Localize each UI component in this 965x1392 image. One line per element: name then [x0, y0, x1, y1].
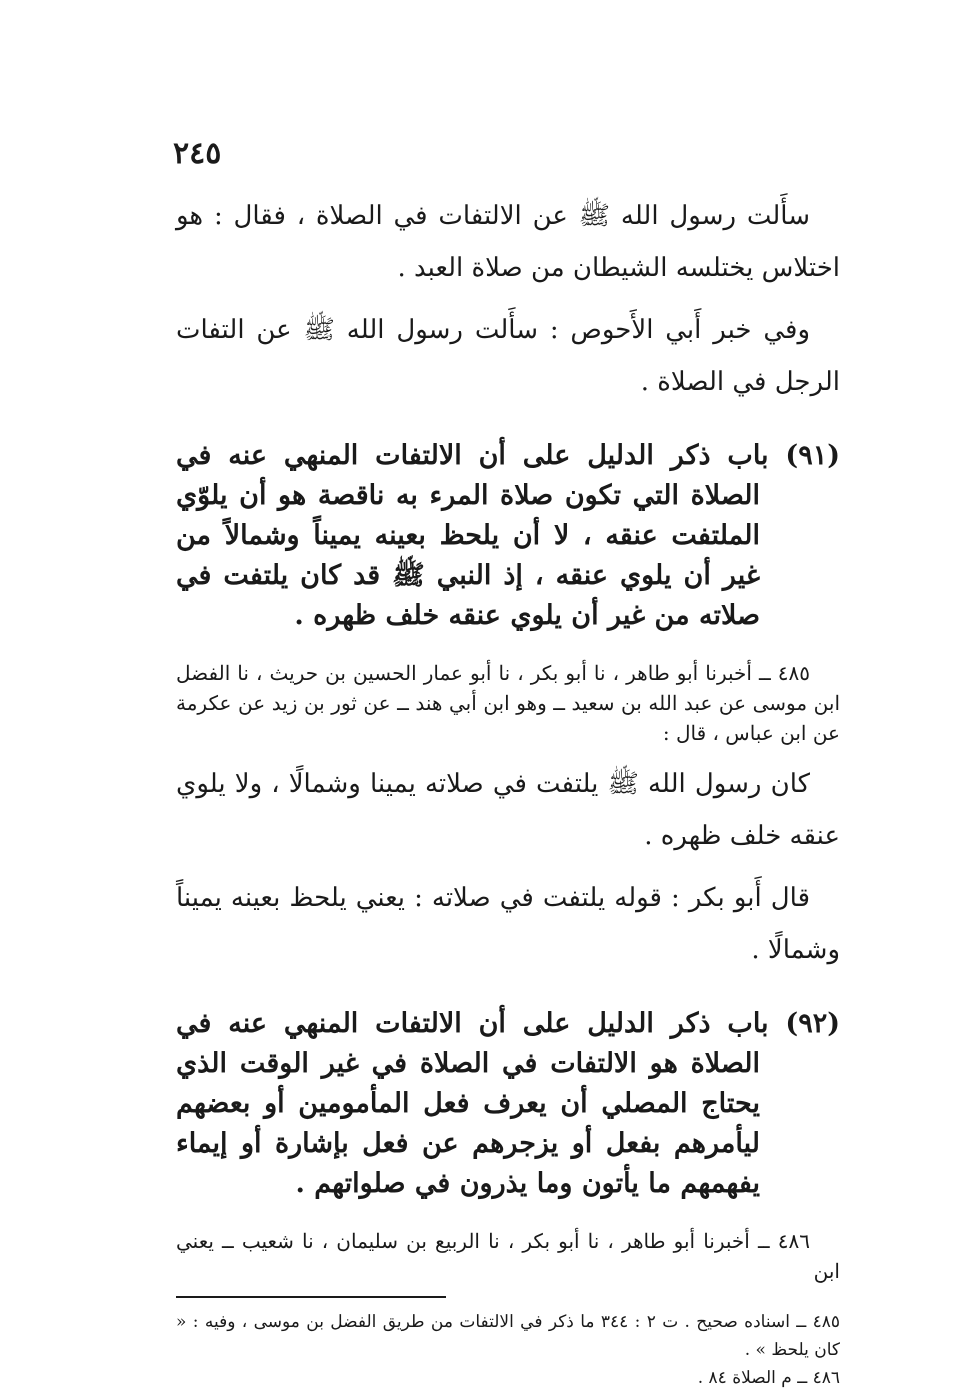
spacer — [176, 418, 840, 436]
body-paragraph-2: وفي خبر أَبي الأَحوص : سأَلت رسول الله ﷺ عن التفات الرجل في الصلاة . — [176, 315, 840, 397]
hadith-chain-486: ٤٨٦ ــ أخبرنا أبو طاهر ، نا أبو بكر ، نا الربيع بن سليمان ، نا شعيب ــ يعني ابن — [176, 1229, 840, 1283]
body-paragraph-1: سأَلت رسول الله ﷺ عن الالتفات في الصلاة ، فقال : هو اختلاس يختلسه الشيطان من صلاة العبد . — [176, 201, 840, 283]
spacer — [176, 986, 840, 1004]
page-body — [176, 190, 840, 1392]
footnote-divider — [176, 1296, 446, 1298]
page-number: ٢٤٥ — [173, 136, 222, 171]
body-paragraph-4: قال أَبو بكر : قوله يلتفت في صلاته : يعني يلحظ بعينه يميناً وشمالًا . — [176, 883, 840, 965]
footnote-486: ٤٨٦ ــ م الصلاة ٨٤ . — [697, 1368, 840, 1388]
chapter-heading-91: (٩١) باب ذكر الدليل على أن الالتفات المنهي عنه في الصلاة التي تكون صلاة المرء به ناقصة هو أن يلوّي الملتفت عنقه ، لا أن يلحظ بعينه يميناً وشمالاً من غير أن يلوي عنقه ، إذ النبي ﷺ قد كان يلتفت في صلاته من غير أن يلوي عنقه خلف ظهره . — [176, 440, 840, 631]
footnote-485: ٤٨٥ ــ اسناده صحيح . ت ٢ : ٣٤٤ ما ذكر في الالتفات من طريق الفضل بن موسى ، وفيه : « كان يلحظ » . — [176, 1312, 840, 1360]
body-paragraph-3: كان رسول الله ﷺ يلتفت في صلاته يمينا وشمالًا ، ولا يلوي عنقه خلف ظهره . — [176, 769, 840, 851]
hadith-chain-485: ٤٨٥ ــ أخبرنا أبو طاهر ، نا أبو بكر ، نا أبو عمار الحسين بن حريث ، نا الفضل ابن موسى عن عبد الله بن سعيد ــ وهو ابن أبي هند ــ عن ثور بن زيد عن عكرمة عن ابن عباس ، قال : — [176, 661, 840, 745]
chapter-heading-92: (٩٢) باب ذكر الدليل على أن الالتفات المنهي عنه في الصلاة هو الالتفات في الصلاة في غير الوقت الذي يحتاج المصلي أن يعرف فعل المأمومين أو بعضهم ليأمرهم بفعل أو يزجرهم عن فعل بإشارة أو إيماء يفهمهم ما يأتون وما يذرون في صلواتهم . — [176, 1008, 840, 1199]
